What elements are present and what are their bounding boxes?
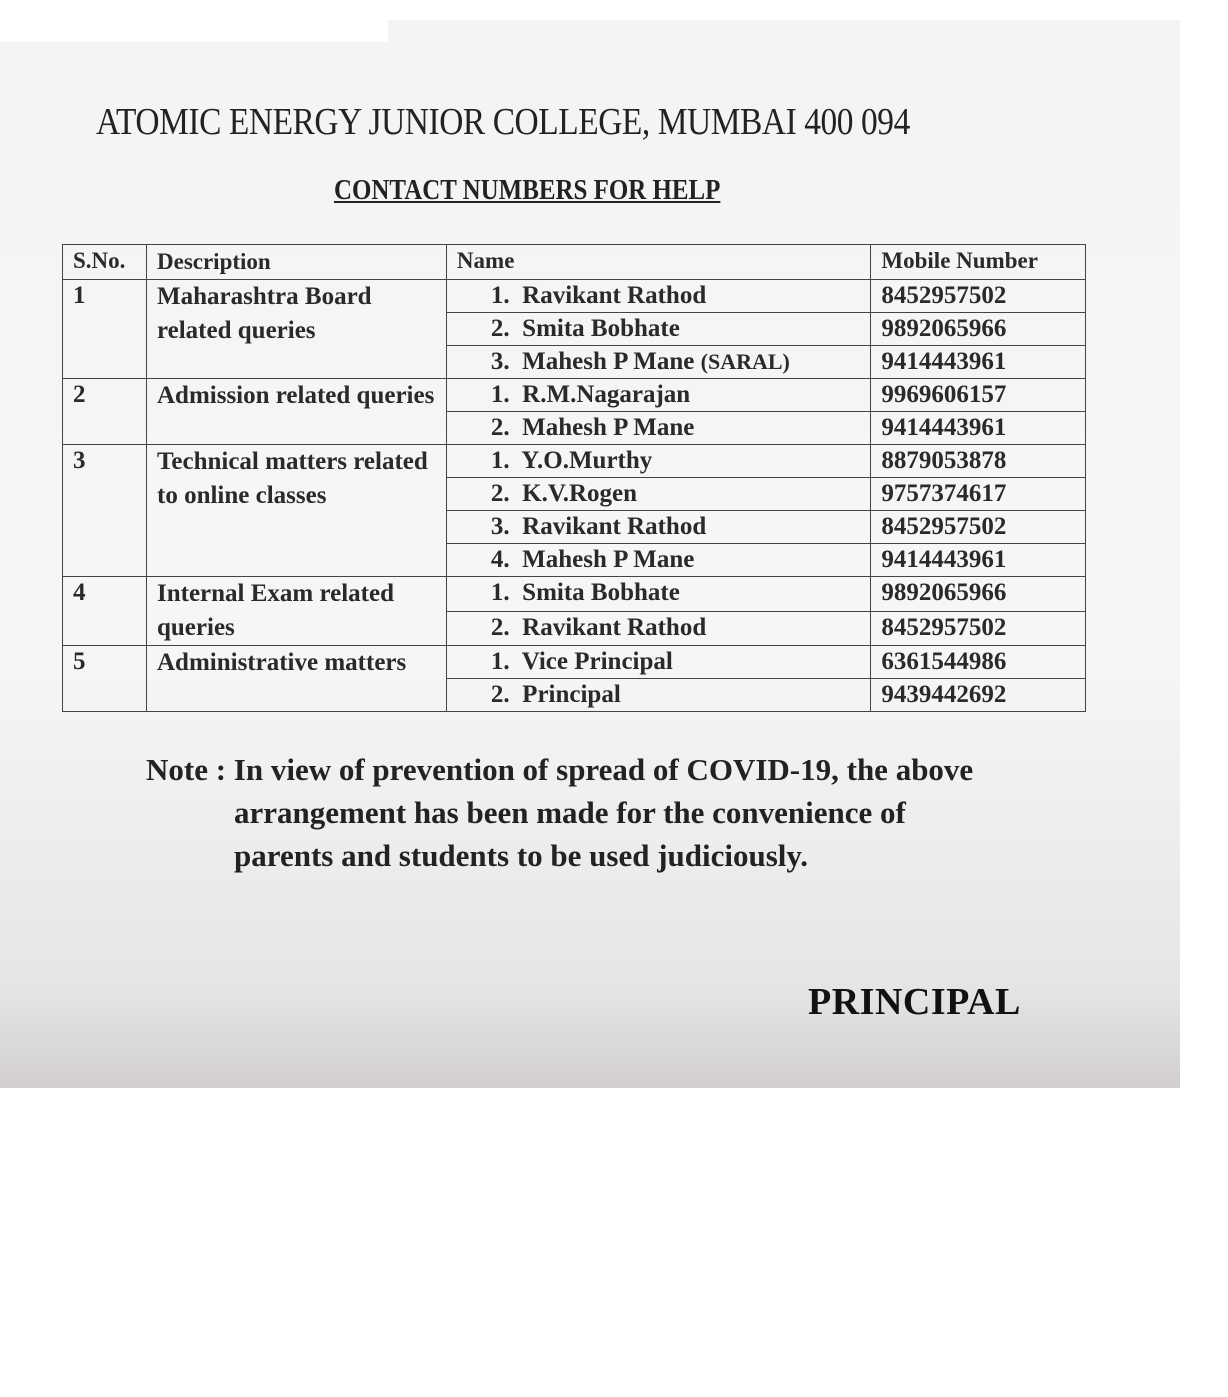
mobile-number-cell: 9414443961 bbox=[871, 544, 1086, 577]
serial-number-cell: 5 bbox=[63, 646, 147, 712]
contact-name-cell bbox=[446, 478, 871, 511]
table-row bbox=[63, 280, 1086, 313]
contact-name-cell bbox=[446, 679, 871, 712]
contact-name: 2. Mahesh P Mane bbox=[490, 414, 695, 441]
page-title: CONTACT NUMBERS FOR HELP bbox=[334, 174, 721, 206]
mobile-number-cell: 8879053878 bbox=[871, 445, 1086, 478]
mobile-number-cell: 9414443961 bbox=[871, 346, 1086, 379]
serial-number-cell: 4 bbox=[63, 577, 147, 646]
contact-name: 2. K.V.Rogen bbox=[490, 480, 638, 507]
contact-name: 2. Principal bbox=[490, 681, 621, 708]
column-header-description: Description bbox=[147, 245, 447, 280]
paper-margin bbox=[0, 20, 388, 42]
column-header-sno: S.No. bbox=[63, 245, 147, 280]
serial-number-cell: 2 bbox=[63, 379, 147, 445]
mobile-number-cell: 9969606157 bbox=[871, 379, 1086, 412]
table-body bbox=[63, 280, 1086, 712]
contact-name-cell bbox=[446, 511, 871, 544]
contact-name: 1. Vice Principal bbox=[490, 648, 673, 675]
contact-name: 2. Smita Bobhate bbox=[490, 315, 680, 342]
serial-number-cell: 1 bbox=[63, 280, 147, 379]
contact-name-cell bbox=[446, 280, 871, 313]
table-header-row bbox=[63, 245, 1086, 280]
description-cell: Administrative matters bbox=[147, 646, 447, 712]
note-line-3: parents and students to be used judiciously. bbox=[234, 838, 808, 873]
signature: PRINCIPAL bbox=[808, 981, 1021, 1023]
mobile-number-cell: 9892065966 bbox=[871, 577, 1086, 612]
contact-name-cell bbox=[446, 611, 871, 646]
description-cell: Technical matters related to online classes bbox=[147, 445, 447, 577]
contact-name: 2. Ravikant Rathod bbox=[490, 613, 707, 641]
contact-name-cell bbox=[446, 313, 871, 346]
mobile-number-cell: 8452957502 bbox=[871, 280, 1086, 313]
contact-name-cell bbox=[446, 379, 871, 412]
note-line-1: Note : In view of prevention of spread of COVID-19, the above bbox=[146, 752, 974, 787]
mobile-number-cell: 9414443961 bbox=[871, 412, 1086, 445]
contact-name: 1. Smita Bobhate bbox=[490, 579, 680, 606]
contact-name-suffix: (SARAL) bbox=[700, 349, 790, 374]
description-cell: Internal Exam related queries bbox=[147, 577, 447, 646]
column-header-name: Name bbox=[446, 245, 871, 280]
contact-name-cell bbox=[446, 445, 871, 478]
mobile-number-cell: 8452957502 bbox=[871, 511, 1086, 544]
mobile-number-cell: 9757374617 bbox=[871, 478, 1086, 511]
contact-name-cell bbox=[446, 544, 871, 577]
description-cell: Admission related queries bbox=[147, 379, 447, 445]
mobile-number-cell: 6361544986 bbox=[871, 646, 1086, 679]
note-line-2: arrangement has been made for the convenience of bbox=[234, 795, 906, 830]
contact-name: 4. Mahesh P Mane bbox=[490, 546, 695, 573]
contact-name-cell bbox=[446, 412, 871, 445]
institution-title: ATOMIC ENERGY JUNIOR COLLEGE, MUMBAI 400 094 bbox=[96, 101, 910, 143]
table-row bbox=[63, 379, 1086, 412]
contact-name: 3. Mahesh P Mane bbox=[490, 348, 695, 375]
covid-note bbox=[146, 748, 1046, 877]
table-row bbox=[63, 577, 1086, 612]
contact-name-cell bbox=[446, 646, 871, 679]
description-cell: Maharashtra Board related queries bbox=[147, 280, 447, 379]
contacts-table bbox=[62, 244, 1086, 712]
mobile-number-cell: 9892065966 bbox=[871, 313, 1086, 346]
column-header-mobile: Mobile Number bbox=[871, 245, 1086, 280]
table-row bbox=[63, 445, 1086, 478]
contact-name: 1. Y.O.Murthy bbox=[490, 447, 653, 474]
table-row bbox=[63, 646, 1086, 679]
contact-name: 1. Ravikant Rathod bbox=[490, 282, 707, 309]
contact-name-cell bbox=[446, 577, 871, 612]
contact-name: 3. Ravikant Rathod bbox=[490, 513, 707, 540]
contact-name: 1. R.M.Nagarajan bbox=[490, 381, 691, 408]
serial-number-cell: 3 bbox=[63, 445, 147, 577]
mobile-number-cell: 9439442692 bbox=[871, 679, 1086, 712]
mobile-number-cell: 8452957502 bbox=[871, 611, 1086, 646]
contact-name-cell bbox=[446, 346, 871, 379]
